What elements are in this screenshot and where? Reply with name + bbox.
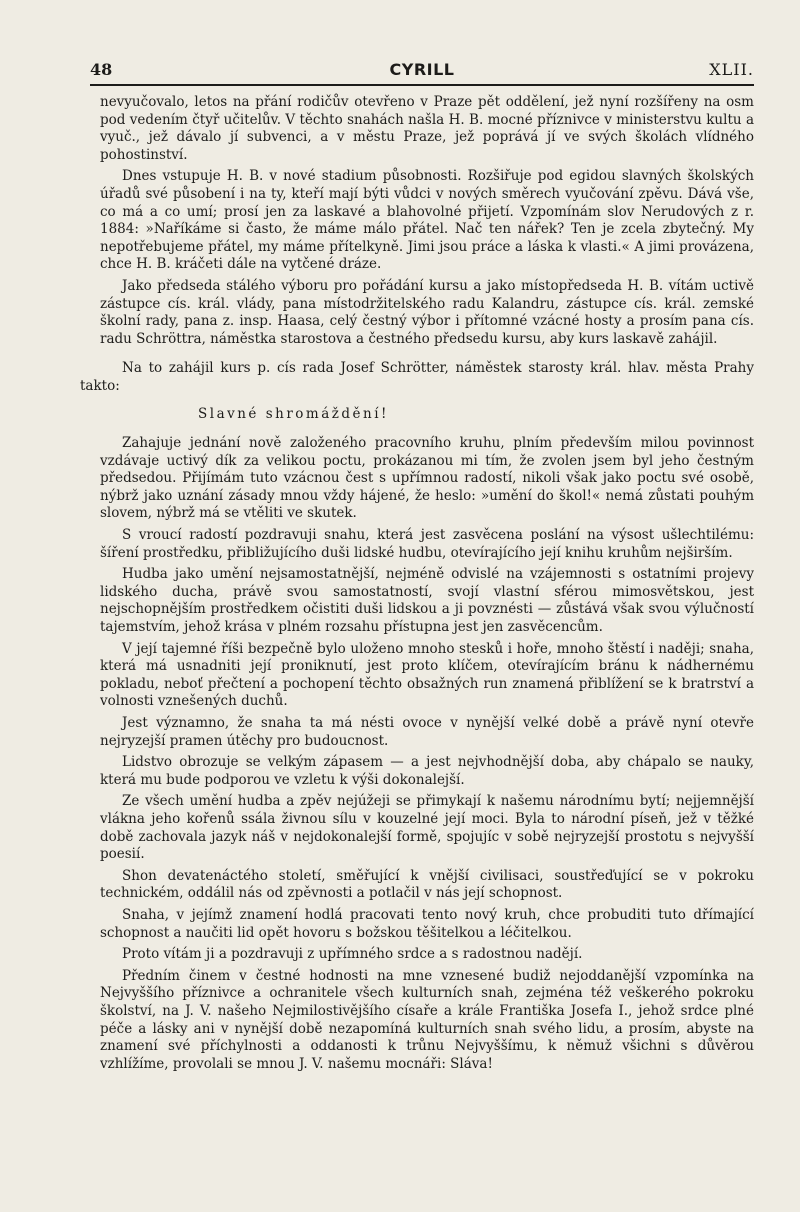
page-header bbox=[90, 60, 754, 86]
paragraph: Shon devatenáctého století, směřující k vnější civilisaci, soustřeďující se v pokroku technickém, oddálil nás od zpěvnosti a potlačil v nás její schopnost. bbox=[100, 867, 754, 902]
body-text bbox=[80, 94, 754, 1077]
paragraph: Proto vítám ji a pozdravuji z upřímného srdce a s radostnou nadějí. bbox=[122, 946, 583, 963]
paragraph: nevyučovalo, letos na přání rodičův otevřeno v Praze pět oddělení, jež nyní rozšířeny na osm pod vedením čtyř učitelův. V těchto snahách našla H. B. mocné příznivce v ministerstvu kultu a vyuč., jež dávalo jí subvenci, a v městu Praze, jež poprává jí ve svých školách vlídného pohostinství. bbox=[100, 94, 754, 163]
paragraph: Jest významno, že snaha ta má nésti ovoce v nynější velké době a právě nyní otevře nejryzejší pramen útěchy pro budoucnost. bbox=[100, 715, 754, 749]
running-title: CYRILL bbox=[389, 60, 455, 79]
paragraph: Předním činem v čestné hodnosti na mne vznesené budiž nejoddanější vzpomínka na Nejvyššího příznivce a ochranitele všech kulturních snah, zejména též veškerého pokroku školství, na J. V. našeho Nejmilostivějšího císaře a krále Františka Josefa I., jehož srdce plné péče a lásky ani v nynější době nezapomíná kulturních snah svého lidu, a prosím, abyste na znamení své příchylnosti a oddanosti k trůnu Nejvyššímu, k němuž všichni s důvěrou vzhlížíme, provolali se mnou J. V. našemu mocnáři: Sláva! bbox=[100, 967, 754, 1072]
paragraph: Hudba jako umění nejsamostatnější, nejméně odvislé na vzájemnosti s ostatními projevy lidského ducha, právě svou samostatností, svojí vlastní sférou mimosvětskou, jest nejschopnějším prostředkem očistiti duši lidskou a ji povznésti — zůstává však svou výlučností tajemstvím, jehož krása v plném rozsahu přístupna jest jen zasvěcencům. bbox=[100, 566, 754, 636]
paragraph: Ze všech umění hudba a zpěv nejúžeji se přimykají k našemu národnímu bytí; nejjemnější vlákna jeho kořenů ssála živnou sílu v kouzelné její moci. Byla to národní píseň, jež v těžké době zachovala jazyk náš v nejdokonalejší formě, spojujíc v sobě nejryzejší prostotu s nejvyšší poesií. bbox=[100, 793, 754, 863]
paragraph: V její tajemné říši bezpečně bylo uloženo mnoho stesků i hoře, mnoho štěstí i naději; snaha, která má usnadniti její proniknutí, jest proto klíčem, otevírajícím bránu k nádhernému pokladu, neboť přečtení a pochopení těchto obsažných run znamená přiblížení se k bratrství a volnosti vznešených duchů. bbox=[100, 640, 754, 710]
paragraph: S vroucí radostí pozdravuji snahu, která jest zasvěcena poslání na výsost ušlechtilému: šíření prostředku, přibližujícího duši lidské hudbu, otevírajícího její knihu kruhům nejširším. bbox=[100, 527, 754, 561]
speech-greeting: Slavné shromáždění! bbox=[198, 405, 389, 422]
speech-introduction: Na to zahájil kurs p. cís rada Josef Schrötter, náměstek starosty král. hlav. města Prahy takto: bbox=[80, 360, 754, 394]
page-number: 48 bbox=[90, 60, 113, 79]
volume-number: XLII. bbox=[709, 60, 754, 79]
paragraph: Snaha, v jejímž znamení hodlá pracovati tento nový kruh, chce probuditi tuto dřímající schopnost a naučiti lid opět hovoru s božskou těšitelkou a léčitelkou. bbox=[100, 906, 754, 941]
paragraph: Zahajuje jednání nově založeného pracovního kruhu, plním především milou povinnost vzdávaje uctivý dík za velikou poctu, prokázanou mi tím, že zvolen jsem byl jeho čestným předsedou. Přijímám tuto vzácnou čest s upřímnou radostí, nikoli však jako poctu své osobě, nýbrž jako uznání zásady mnou vždy hájené, že heslo: »umění do škol!« nemá zůstati pouhým slovem, nýbrž má se vtěliti ve skutek. bbox=[100, 435, 754, 522]
paragraph: Lidstvo obrozuje se velkým zápasem — a jest nejvhodnější doba, aby chápalo se nauky, která mu bude podporou ve vzletu k výši dokonalejší. bbox=[100, 754, 754, 788]
paragraph: Dnes vstupuje H. B. v nové stadium působnosti. Rozšiřuje pod egidou slavných školských úřadů své působení i na ty, kteří mají býti vůdci v nových směrech vyučování zpěvu. Dává vše, co má a co umí; prosí jen za laskavé a blahovolné přijetí. Vzpomínám slov Nerudových z r. 1884: »Naříkáme si často, že máme málo přátel. Nač ten nářek? Ten je zcela zbytečný. My nepotřebujeme přátel, my máme přítelkyně. Jimi jsou práce a láska k vlasti.« A jimi provázena, chce H. B. kráčeti dále na vytčené dráze. bbox=[100, 168, 754, 273]
paragraph: Jako předseda stálého výboru pro pořádání kursu a jako místopředseda H. B. vítám uctivě zástupce cís. král. vlády, pana místodržitelského radu Kalandru, zástupce cís. král. zemské školní rady, pana z. insp. Haasa, celý čestný výbor i přítomné vzácné hosty a prosím pana cís. radu Schröttra, náměstka starostova a čestného předsedu kursu, aby kurs laskavě zahájil. bbox=[100, 277, 754, 347]
